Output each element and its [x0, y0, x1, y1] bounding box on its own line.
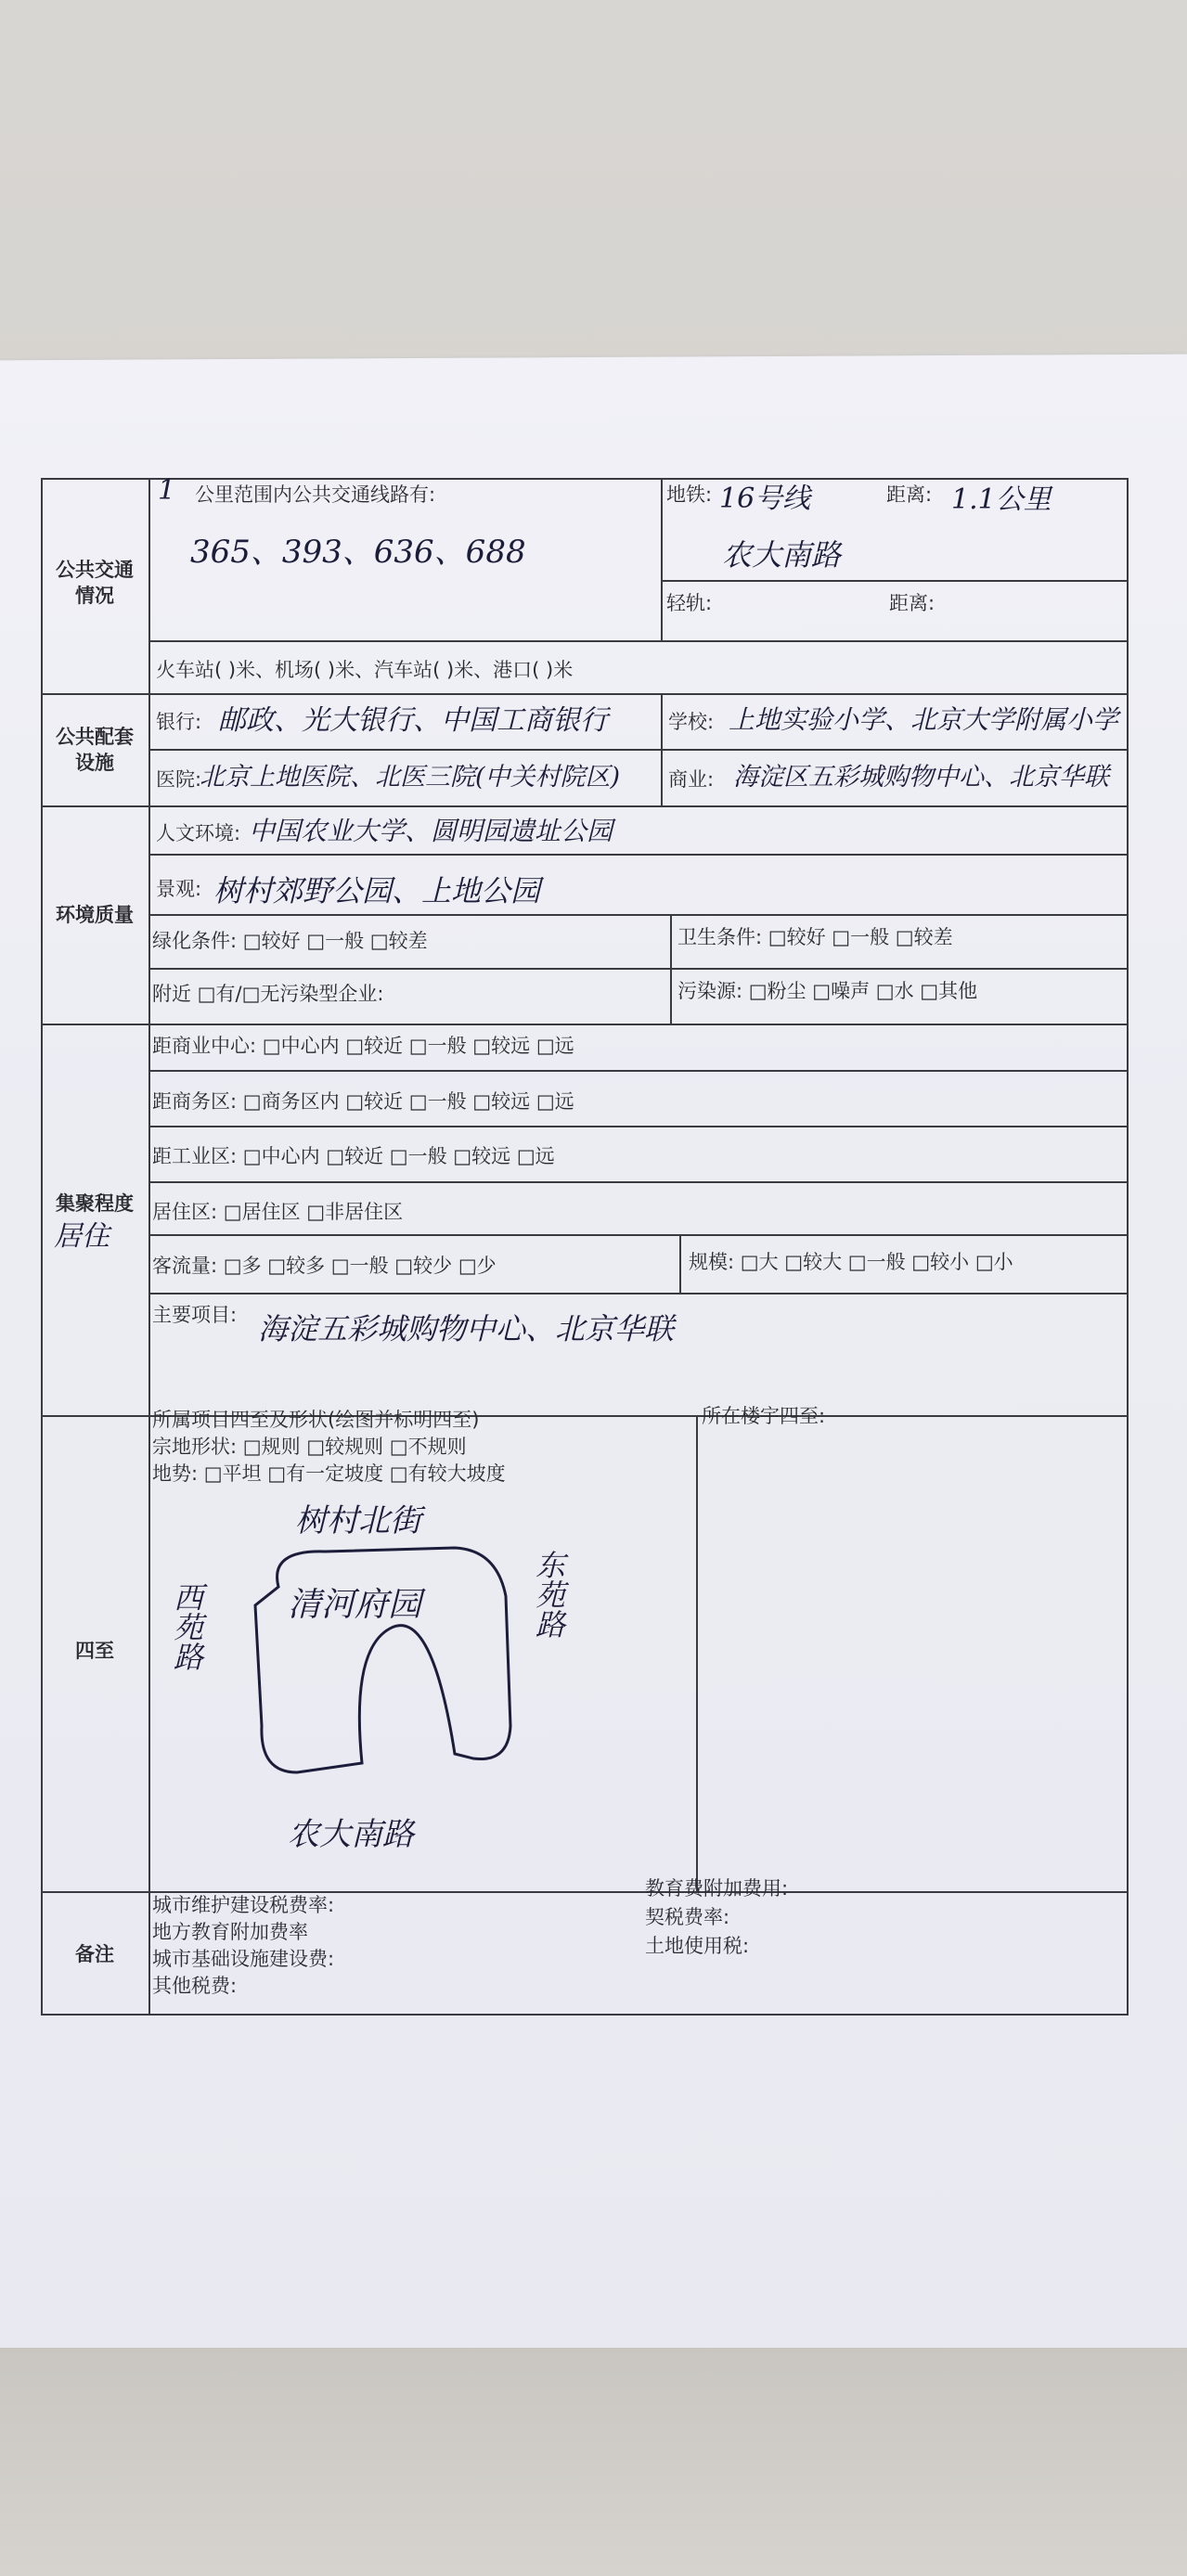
- humanities-label: 人文环境:: [156, 822, 241, 844]
- local-education-label: 地方教育附加费率: [152, 1921, 308, 1943]
- pollution-enterprise-line: 附近 □有/□无污染型企业:: [152, 983, 384, 1005]
- section-environment: 环境质量: [56, 904, 134, 926]
- traffic-flow-line: 客流量: □多 □较多 □一般 □较少 □少: [152, 1255, 497, 1277]
- commerce-label: 商业:: [668, 768, 715, 791]
- rule-transit-end: [41, 693, 1129, 695]
- rule-right: [1127, 478, 1129, 2015]
- hw-project-name: 清河府园: [288, 1586, 422, 1624]
- other-taxes-label: 其他税费:: [152, 1975, 238, 1997]
- hw-schools: 上地实验小学、北京大学附属小学: [729, 704, 1119, 735]
- hw-west-boundary: 西苑路: [169, 1582, 204, 1671]
- hw-main-projects: 海淀五彩城购物中心、北京华联: [258, 1311, 675, 1346]
- hw-bus-radius: 1: [158, 474, 176, 507]
- hw-metro-distance: 1.1公里: [951, 483, 1052, 516]
- rule-industrial: [148, 1181, 1129, 1183]
- rule-business: [148, 1126, 1129, 1127]
- rule-greening: [148, 968, 1129, 970]
- section-transit: 公共交通 情况: [56, 559, 134, 608]
- maintenance-tax-label: 城市维护建设税费率:: [152, 1894, 335, 1916]
- rule-residential: [148, 1234, 1129, 1236]
- hw-commerce: 海淀区五彩城购物中心、北京华联: [733, 763, 1109, 792]
- rule-landscape: [148, 914, 1129, 916]
- hw-bus-lines: 365、393、636、688: [190, 534, 526, 571]
- infrastructure-label: 城市基础设施建设费:: [152, 1948, 335, 1970]
- business-district-line: 距商务区: □商务区内 □较近 □一般 □较远 □远: [152, 1090, 574, 1113]
- rule-metro-split: [661, 478, 663, 640]
- school-label: 学校:: [668, 711, 715, 733]
- rule-humanities: [148, 854, 1129, 856]
- education-surcharge-label: 教育费附加费用:: [645, 1877, 789, 1900]
- light-rail-label: 轻轨:: [666, 592, 713, 614]
- project-shape-title: 所属项目四至及形状(绘图并标明四至): [152, 1409, 480, 1431]
- section-agglomeration: 集聚程度: [56, 1192, 134, 1215]
- hw-south-boundary: 农大南路: [288, 1816, 414, 1853]
- building-surroundings-label: 所在楼宇四至:: [702, 1405, 826, 1427]
- rule-environment-end: [41, 1024, 1129, 1025]
- rule-left: [41, 478, 43, 2015]
- rule-environment-split: [670, 914, 672, 1024]
- metro-label: 地铁:: [666, 483, 713, 506]
- light-rail-distance-label: 距离:: [889, 592, 935, 614]
- pollution-source-line: 污染源: □粉尘 □噪声 □水 □其他: [677, 980, 978, 1002]
- rule-facilities-split: [661, 693, 663, 805]
- hw-metro-line: 16号线: [719, 483, 811, 515]
- main-projects-label: 主要项目:: [152, 1304, 238, 1326]
- rule-boundaries-split: [696, 1415, 698, 1891]
- hygiene-line: 卫生条件: □较好 □一般 □较差: [677, 926, 953, 948]
- rule-bottom: [41, 2014, 1129, 2016]
- hw-landscape: 树村郊野公园、上地公园: [213, 873, 541, 908]
- hw-agglomeration-note: 居住: [54, 1220, 110, 1253]
- rule-stations: [148, 640, 1129, 642]
- rule-commercial: [148, 1070, 1129, 1072]
- rule-light-rail: [661, 580, 1129, 582]
- land-shape-line: 宗地形状: □规则 □较规则 □不规则: [152, 1436, 467, 1458]
- rule-facilities-mid: [148, 749, 1129, 751]
- scale-line: 规模: □大 □较大 □一般 □较小 □小: [689, 1251, 1013, 1273]
- site-sketch: [241, 1540, 520, 1791]
- bank-label: 银行:: [156, 711, 202, 733]
- section-boundaries: 四至: [75, 1640, 114, 1662]
- rule-boundaries-end: [41, 1891, 1129, 1893]
- land-use-tax-label: 土地使用税:: [645, 1935, 750, 1957]
- section-notes: 备注: [75, 1943, 114, 1965]
- hw-banks: 邮政、光大银行、中国工商银行: [218, 704, 608, 737]
- residential-line: 居住区: □居住区 □非居住区: [152, 1201, 404, 1223]
- hospital-label: 医院:: [156, 768, 202, 791]
- deed-tax-label: 契税费率:: [645, 1906, 730, 1928]
- hw-metro-station: 农大南路: [722, 537, 842, 573]
- rule-top: [41, 478, 1129, 480]
- commercial-center-line: 距商业中心: □中心内 □较近 □一般 □较远 □远: [152, 1035, 574, 1057]
- hw-north-boundary: 树村北街: [295, 1502, 421, 1539]
- bus-lines-label: 公里范围内公共交通线路有:: [195, 483, 436, 506]
- metro-distance-label: 距离:: [886, 483, 933, 506]
- site-outline: [255, 1548, 510, 1772]
- hw-hospitals: 北京上地医院、北医三院(中关村院区): [200, 763, 621, 792]
- section-facilities: 公共配套 设施: [56, 726, 134, 775]
- greening-line: 绿化条件: □较好 □一般 □较差: [152, 930, 428, 952]
- industrial-zone-line: 距工业区: □中心内 □较近 □一般 □较远 □远: [152, 1145, 555, 1167]
- landscape-label: 景观:: [156, 878, 202, 900]
- hw-humanities: 中国农业大学、圆明园遗址公园: [249, 816, 613, 846]
- stations-line: 火车站( )米、机场( )米、汽车站( )米、港口( )米: [156, 659, 574, 681]
- hw-east-boundary: 东苑路: [531, 1550, 566, 1639]
- rule-facilities-end: [41, 805, 1129, 807]
- rule-section-column: [148, 478, 150, 2015]
- terrain-line: 地势: □平坦 □有一定坡度 □有较大坡度: [152, 1462, 506, 1485]
- rule-traffic-split: [679, 1234, 681, 1293]
- rule-traffic: [148, 1293, 1129, 1294]
